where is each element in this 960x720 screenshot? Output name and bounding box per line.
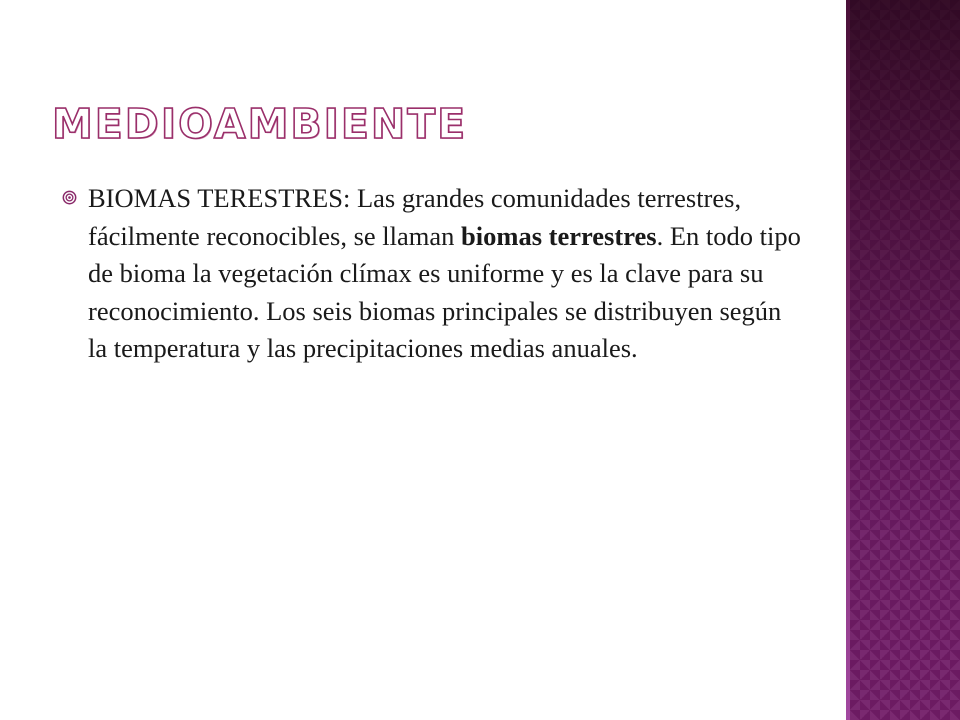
bullet-item [62, 180, 807, 368]
decorative-side-band [850, 0, 960, 720]
bullet-text-rest: . En todo tipo de bioma la vegetación clímax es uniforme y es la clave para su reconocimiento. Los seis biomas principales se distribuyen según la temperatura y las precipitaciones medias anuales. [88, 220, 801, 363]
bullet-bold-term: biomas terrestres [461, 220, 657, 251]
target-bullet-icon [62, 190, 77, 205]
slide-title: MEDIOAMBIENTE [52, 100, 468, 148]
bullet-text-lead: BIOMAS TERESTRES: Las grandes comunidades terrestres, fácilmente reconocibles, se llaman [88, 183, 742, 251]
slide-body [62, 180, 807, 368]
